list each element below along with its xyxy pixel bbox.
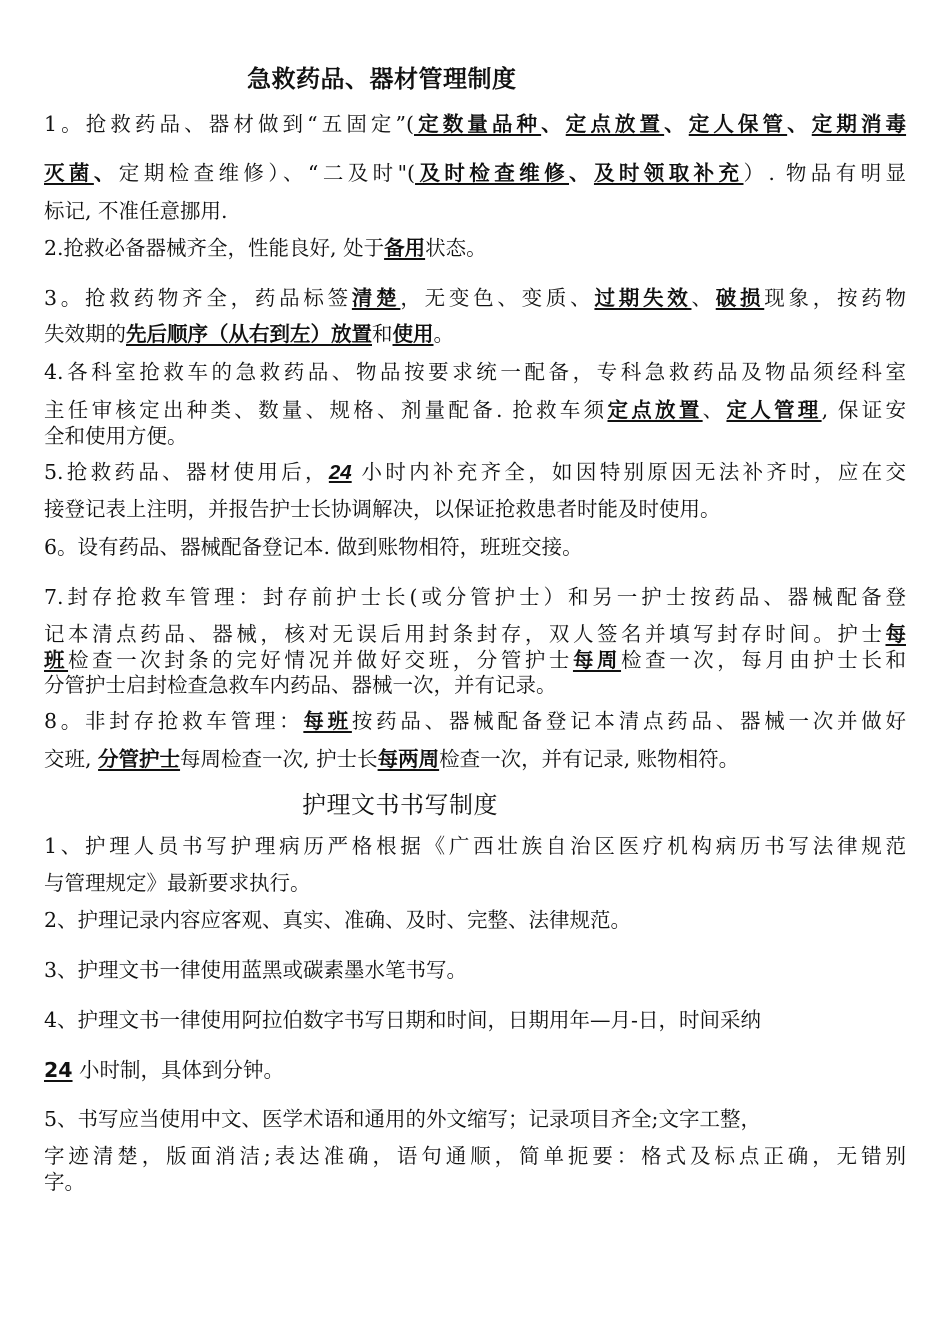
text-run: 分管护士启封检查急救车内药品、器械一次，并有记录。 (44, 673, 557, 697)
emphasized-term: 定人管理 (726, 398, 822, 422)
text-run: 状态。 (425, 236, 487, 260)
text-run: 标记, 不准任意挪用. (44, 199, 228, 223)
paragraph-line (44, 1172, 85, 1193)
emphasized-term: 定人保管 (688, 112, 788, 136)
paragraph-line (44, 650, 906, 671)
emphasized-term: 使用 (392, 322, 434, 346)
text-run: 4、护理文书一律使用阿拉伯数字书写日期和时间，日期用年—月-日，时间采纳 (44, 1008, 761, 1032)
paragraph-line (44, 873, 311, 894)
paragraph-line (44, 711, 906, 732)
text-run: 现象，按药物 (764, 286, 907, 310)
bold-punctuation: 、 (541, 112, 566, 136)
text-run: 记本清点药品、器械，核对无误后用封条封存，双人签名并填写封存时间。护士 (44, 622, 886, 646)
text-run: 定期检查维修）、“二及时"( (118, 161, 416, 185)
text-run: 8。非封存抢救车管理： (44, 709, 304, 733)
emphasized-term: 定点放置 (607, 398, 703, 422)
bold-punctuation: 、 (569, 161, 594, 185)
emphasized-term: 备用 (384, 236, 426, 260)
emphasized-term: 及时检查维修 (415, 161, 569, 185)
bold-punctuation: 、 (664, 112, 689, 136)
emphasized-term: 定期消毒 (811, 112, 907, 136)
paragraph-line (44, 960, 467, 981)
text-run: 字。 (44, 1170, 85, 1194)
paragraph-line (44, 163, 906, 184)
emphasized-term: 每 (885, 622, 906, 646)
text-run: 。 (433, 322, 454, 346)
text-run: 、 (691, 286, 716, 310)
emphasized-term: 24 (44, 1058, 73, 1082)
emphasized-term: 破损 (715, 286, 765, 310)
paragraph-line (44, 675, 557, 696)
text-run: 与管理规定》最新要求执行。 (44, 871, 311, 895)
paragraph-line (44, 587, 906, 608)
text-run: 检查一次封条的完好情况并做好交班，分管护士 (68, 648, 573, 672)
text-run: 接登记表上注明，并报告护士长协调解决，以保证抢救患者时能及时使用。 (44, 497, 721, 521)
emphasized-term: 清楚 (351, 286, 401, 310)
paragraph-line (44, 426, 188, 447)
text-run: , 保证安 (821, 398, 906, 422)
paragraph-line (44, 238, 487, 259)
paragraph-line (44, 288, 906, 309)
paragraph-line (44, 1109, 761, 1130)
paragraph-line (44, 624, 906, 645)
text-run: 小时内补充齐全，如因特别原因无法补齐时，应在交 (351, 460, 907, 484)
paragraph-line (44, 1146, 906, 1167)
emphasized-term: 定点放置 (565, 112, 665, 136)
text-run: 3、护理文书一律使用蓝黑或碳素墨水笔书写。 (44, 958, 468, 982)
emphasized-term: 先后顺序（从右到左）放置 (126, 322, 372, 346)
emphasized-term: 过期失效 (594, 286, 692, 310)
text-run: 检查一次，每月由护士长和 (621, 648, 907, 672)
paragraph-line (44, 499, 721, 520)
paragraph-line (44, 1010, 761, 1031)
paragraph-line (44, 201, 228, 222)
text-run: 1、护理人员书写护理病历严格根据《广西壮族自治区医疗机构病历书写法律规范 (44, 834, 906, 858)
paragraph-line (44, 462, 906, 484)
text-run: 按药品、器械配备登记本清点药品、器械一次并做好 (351, 709, 907, 733)
paragraph-line (44, 836, 906, 857)
text-run: 检查一次，并有记录, 账物相符。 (439, 747, 740, 771)
paragraph-line (44, 362, 906, 383)
paragraph-line (44, 910, 631, 931)
emphasized-term: 灭菌 (44, 161, 94, 185)
paragraph-line (44, 114, 906, 135)
text-run: 5.抢救药品、器材使用后， (44, 460, 329, 484)
text-run: 字迹清楚，版面消洁;表达准确，语句通顺，简单扼要：格式及标点正确，无错别 (44, 1144, 906, 1168)
text-run: ，无变色、变质、 (400, 286, 595, 310)
section-title-nursing-documents: 护理文书书写制度 (302, 791, 498, 819)
text-run: 小时制，具体到分钟。 (72, 1058, 285, 1082)
text-run: 3。抢救药物齐全，药品标签 (44, 286, 352, 310)
emphasized-term: 分管护士 (98, 747, 181, 771)
text-run: 失效期的 (44, 322, 126, 346)
emphasized-term: 及时领取补充 (593, 161, 744, 185)
emphasized-term: 每班 (303, 709, 352, 733)
text-run: 4.各科室抢救车的急救药品、物品按要求统一配备，专科急救药品及物品须经科室 (44, 360, 906, 384)
text-run: 主任审核定出种类、数量、规格、剂量配备. 抢救车须 (44, 398, 608, 422)
text-run: 1。抢救药品、器材做到“五固定”( (44, 112, 414, 136)
paragraph-line (44, 324, 454, 345)
bold-punctuation: 、 (93, 161, 119, 185)
paragraph-line (44, 749, 739, 770)
text-run: 全和使用方便。 (44, 424, 188, 448)
text-run: 交班, (44, 747, 99, 771)
text-run: 每周检查一次, 护士长 (180, 747, 378, 771)
text-run: 2.抢救必备器械齐全，性能良好, 处于 (44, 236, 385, 260)
text-run: 、 (702, 398, 727, 422)
text-run: 7.封存抢救车管理：封存前护士长(或分管护士）和另一护士按药品、器械配备登 (44, 585, 906, 609)
text-run: 2、护理记录内容应客观、真实、准确、及时、完整、法律规范。 (44, 908, 632, 932)
text-run: ）. 物品有明显 (743, 161, 907, 185)
bold-punctuation: 、 (787, 112, 812, 136)
emphasized-number: 24 (328, 461, 352, 484)
emphasized-term: 每周 (572, 648, 622, 672)
text-run: 5、书写应当使用中文、医学术语和通用的外文缩写；记录项目齐全;文字工整， (44, 1107, 761, 1131)
paragraph-line (44, 400, 906, 421)
text-run: 和 (372, 322, 393, 346)
emphasized-term: 班 (44, 648, 69, 672)
paragraph-line (44, 1060, 284, 1081)
paragraph-line (44, 537, 583, 558)
section-title-emergency-drugs: 急救药品、器材管理制度 (247, 65, 517, 93)
text-run: 6。设有药品、器械配备登记本. 做到账物相符，班班交接。 (44, 535, 583, 559)
emphasized-term: 每两周 (377, 747, 440, 771)
emphasized-term: 定数量品种 (414, 112, 542, 136)
